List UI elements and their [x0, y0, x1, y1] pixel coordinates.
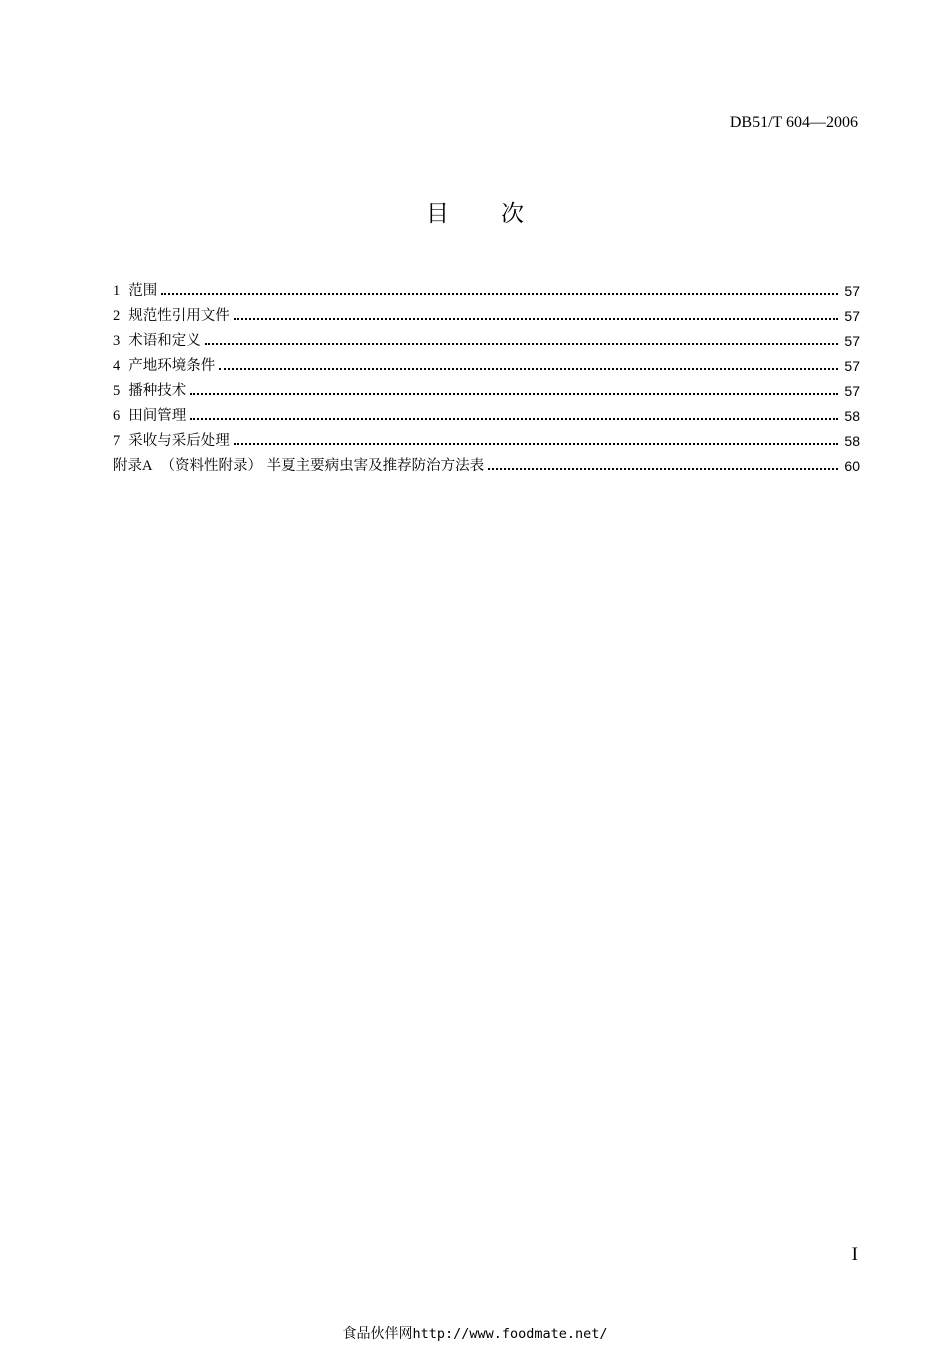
- dot-leader: [488, 468, 838, 470]
- toc-entry-number: 3: [113, 333, 121, 349]
- toc-entry-harvest[interactable]: [113, 426, 860, 451]
- toc-entry-page: 58: [844, 408, 860, 424]
- toc-entry-sowing[interactable]: [113, 376, 860, 401]
- toc-list: [113, 276, 860, 476]
- toc-entry-number: 附录A: [113, 458, 153, 474]
- dot-leader: [234, 443, 839, 445]
- toc-entry-normative-references[interactable]: [113, 301, 860, 326]
- toc-entry-environment[interactable]: [113, 351, 860, 376]
- toc-entry-title: 采收与采后处理: [128, 433, 230, 449]
- toc-entry-terms-definitions[interactable]: [113, 326, 860, 351]
- toc-entry-appendix-a[interactable]: [113, 451, 860, 476]
- dot-leader: [205, 343, 839, 345]
- dot-leader: [190, 393, 838, 395]
- toc-title-char-2: 次: [501, 201, 524, 227]
- toc-title: [0, 200, 950, 228]
- toc-entry-page: 57: [844, 358, 860, 374]
- toc-entry-number: 5: [113, 383, 121, 399]
- dot-leader: [219, 368, 838, 370]
- footer-site-name: 食品伙伴网: [342, 1326, 413, 1342]
- toc-entry-number: 2: [113, 308, 121, 324]
- toc-entry-page: 57: [844, 308, 860, 324]
- dot-leader: [190, 418, 838, 420]
- toc-entry-title: 田间管理: [128, 408, 187, 424]
- toc-entry-number: 1: [113, 283, 121, 299]
- toc-entry-page: 57: [844, 333, 860, 349]
- toc-entry-page: 57: [844, 283, 860, 299]
- toc-entry-number: 4: [113, 358, 121, 374]
- page-number: I: [851, 1244, 858, 1265]
- toc-entry-field-management[interactable]: [113, 401, 860, 426]
- toc-entry-page: 57: [844, 383, 860, 399]
- toc-title-char-1: 目: [426, 201, 449, 227]
- toc-entry-number: 7: [113, 433, 121, 449]
- toc-entry-scope[interactable]: [113, 276, 860, 301]
- standard-code: DB51/T 604—2006: [729, 114, 858, 131]
- dot-leader: [161, 293, 838, 295]
- toc-entry-title: 产地环境条件: [128, 358, 216, 374]
- toc-entry-number: 6: [113, 408, 121, 424]
- footer-url[interactable]: http://www.foodmate.net/: [412, 1326, 608, 1342]
- dot-leader: [234, 318, 839, 320]
- toc-entry-page: 60: [844, 458, 860, 474]
- toc-entry-title: 范围: [128, 283, 158, 299]
- toc-entry-title: 术语和定义: [128, 333, 201, 349]
- toc-entry-title: （资料性附录） 半夏主要病虫害及推荐防治方法表: [160, 458, 485, 474]
- footer-watermark: [0, 1325, 950, 1343]
- toc-entry-page: 58: [844, 433, 860, 449]
- toc-entry-title: 规范性引用文件: [128, 308, 230, 324]
- toc-entry-title: 播种技术: [128, 383, 187, 399]
